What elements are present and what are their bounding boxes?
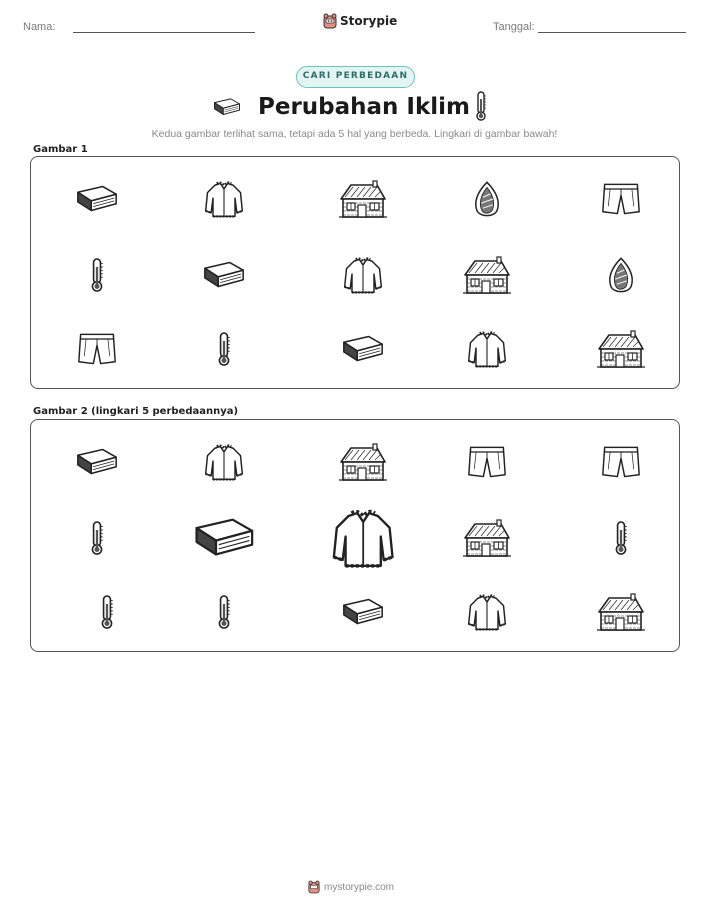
thermometer-icon[interactable] — [99, 590, 115, 638]
name-field[interactable] — [73, 32, 255, 33]
storypie-mascot-icon — [323, 13, 337, 29]
coat-icon — [341, 255, 385, 299]
instructions: Kedua gambar terlihat sama, tetapi ada 5 hal yang berbeda. Lingkari di gambar bawah! — [151, 128, 558, 140]
house-icon — [337, 179, 389, 223]
book-icon — [201, 260, 247, 294]
house-icon[interactable] — [595, 592, 647, 636]
thermometer-icon[interactable] — [613, 516, 629, 564]
thermometer-icon — [216, 327, 232, 375]
house-icon[interactable] — [337, 442, 389, 486]
brand-name: Storypie — [340, 14, 398, 28]
house-icon — [595, 329, 647, 373]
seed-icon — [606, 256, 636, 298]
section1-label: Gambar 1 — [33, 144, 88, 155]
shorts-icon — [601, 182, 641, 220]
picture-1-panel — [30, 156, 680, 389]
shorts-icon[interactable] — [601, 445, 641, 483]
house-icon[interactable] — [461, 518, 513, 562]
page-title: Perubahan Iklim — [258, 94, 471, 120]
picture-2-panel[interactable] — [30, 419, 680, 652]
storypie-logo — [323, 13, 397, 29]
footer-url: mystorypie.com — [324, 881, 395, 893]
picture-1-grid — [31, 157, 679, 388]
coat-icon — [202, 179, 246, 223]
thermometer-icon[interactable] — [89, 516, 105, 564]
book-icon[interactable] — [74, 447, 120, 481]
coat-icon — [465, 329, 509, 373]
coat-icon[interactable] — [328, 506, 398, 574]
coat-icon[interactable] — [465, 592, 509, 636]
book-icon[interactable] — [191, 516, 258, 564]
title-book-icon — [212, 97, 242, 121]
title-thermometer-icon — [474, 91, 488, 125]
shorts-icon — [77, 332, 117, 370]
date-field[interactable] — [538, 32, 686, 33]
house-icon — [461, 255, 513, 299]
name-label: Nama: — [23, 21, 56, 33]
date-label: Tanggal: — [493, 21, 535, 33]
storypie-mascot-icon — [308, 880, 320, 894]
footer — [308, 880, 394, 894]
picture-2-grid — [31, 420, 679, 651]
activity-badge: CARI PERBEDAAN — [296, 66, 415, 88]
seed-icon — [472, 180, 502, 222]
book-icon — [74, 184, 120, 218]
thermometer-icon[interactable] — [216, 590, 232, 638]
coat-icon[interactable] — [202, 442, 246, 486]
thermometer-icon — [89, 253, 105, 301]
book-icon[interactable] — [340, 597, 386, 631]
section2-label: Gambar 2 (lingkari 5 perbedaannya) — [33, 406, 239, 417]
book-icon — [340, 334, 386, 368]
shorts-icon[interactable] — [467, 445, 507, 483]
